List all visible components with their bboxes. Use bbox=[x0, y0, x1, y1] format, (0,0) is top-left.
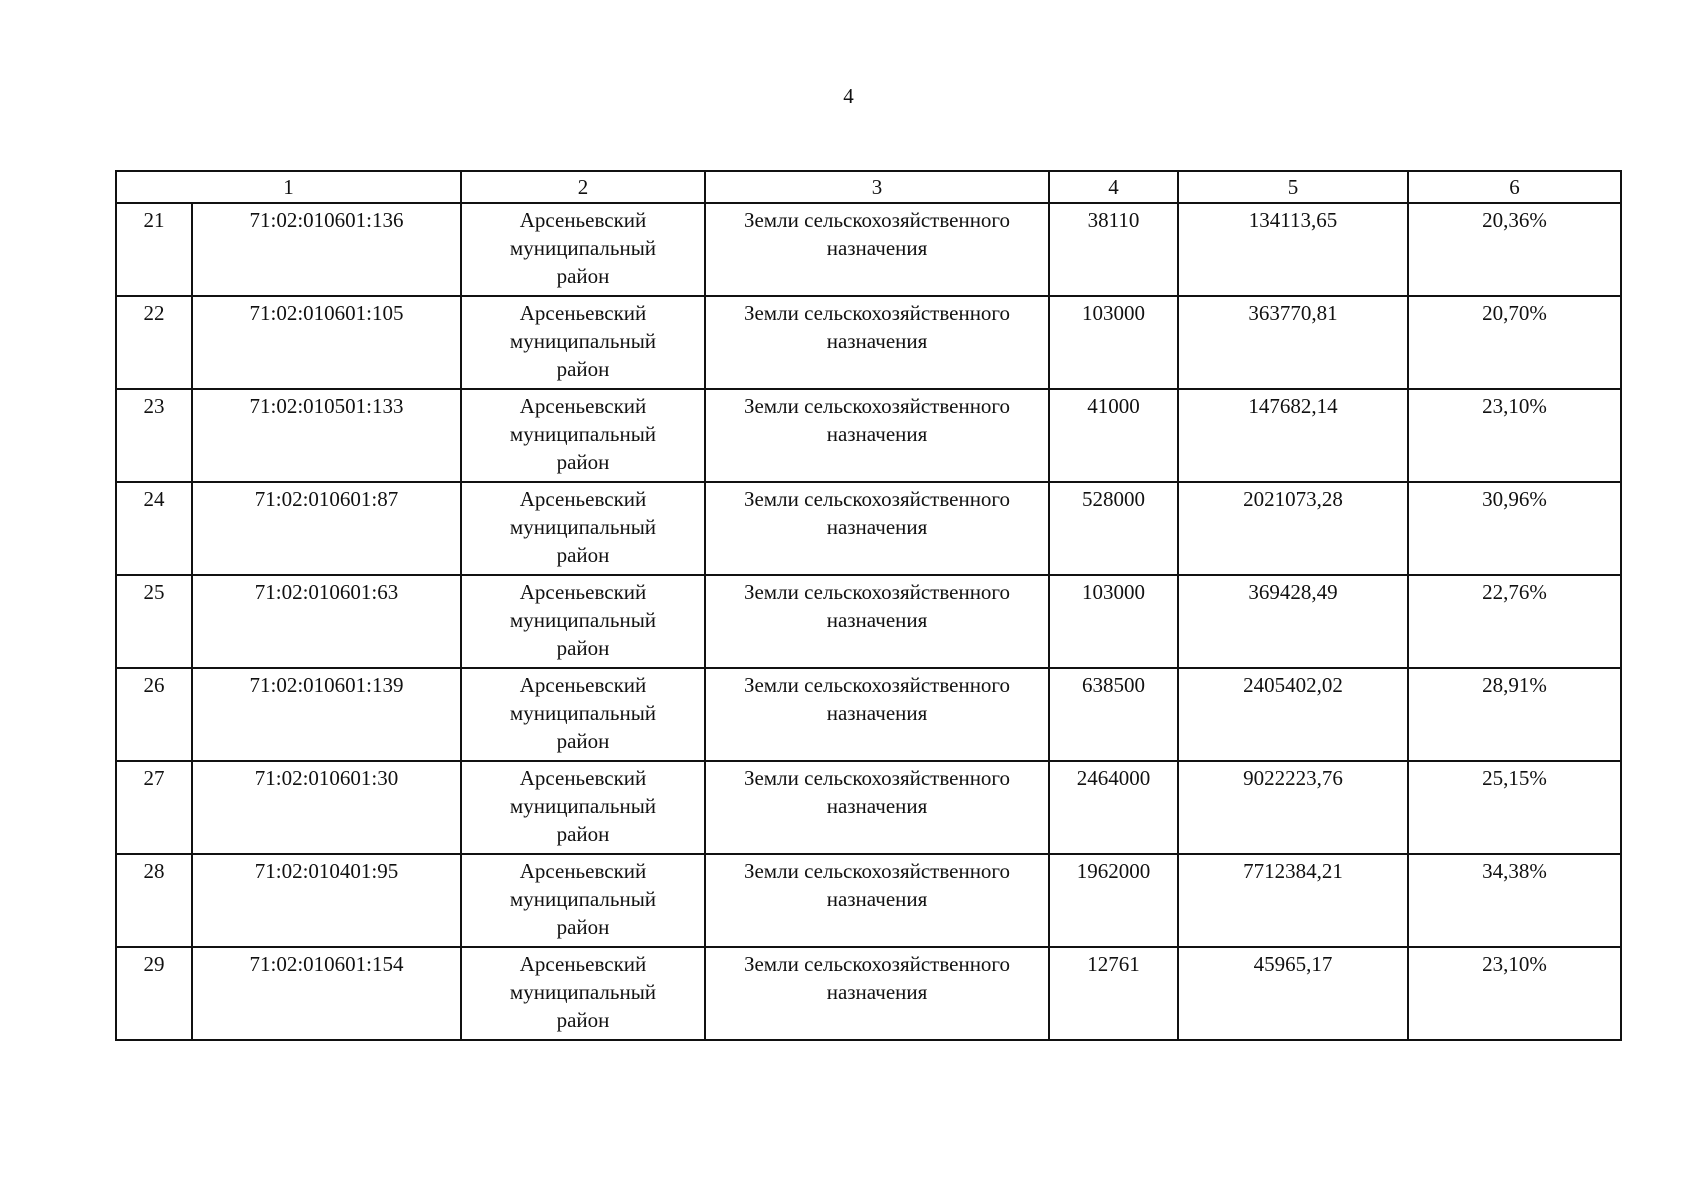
land-category-line: Земли сельскохозяйственного bbox=[743, 952, 1011, 976]
table-row bbox=[116, 761, 1621, 854]
row-number: 21 bbox=[116, 203, 192, 296]
land-category-line: Земли сельскохозяйственного bbox=[743, 766, 1011, 790]
cadastral-number: 71:02:010601:87 bbox=[192, 482, 461, 575]
land-category-line: Земли сельскохозяйственного bbox=[743, 301, 1011, 325]
cadastral-number: 71:02:010601:63 bbox=[192, 575, 461, 668]
col-4-value: 103000 bbox=[1049, 296, 1178, 389]
municipality-line: район bbox=[556, 450, 610, 474]
land-category-cell bbox=[705, 575, 1049, 668]
col-5-value: 147682,14 bbox=[1178, 389, 1408, 482]
col-6-value: 20,36% bbox=[1408, 203, 1621, 296]
municipality-line: район bbox=[556, 264, 610, 288]
col-6-value: 28,91% bbox=[1408, 668, 1621, 761]
land-category-line: назначения bbox=[826, 515, 928, 539]
row-number: 23 bbox=[116, 389, 192, 482]
row-number: 27 bbox=[116, 761, 192, 854]
table-row bbox=[116, 482, 1621, 575]
municipality-line: Арсеньевский bbox=[519, 208, 647, 232]
table-row bbox=[116, 389, 1621, 482]
table-row bbox=[116, 947, 1621, 1040]
municipality-line: район bbox=[556, 543, 610, 567]
municipality-cell bbox=[461, 947, 705, 1040]
col-6-value: 22,76% bbox=[1408, 575, 1621, 668]
municipality-line: муниципальный bbox=[509, 980, 657, 1004]
municipality-line: район bbox=[556, 1008, 610, 1032]
page-number: 4 bbox=[843, 84, 854, 108]
municipality-line: Арсеньевский bbox=[519, 766, 647, 790]
municipality-line: муниципальный bbox=[509, 701, 657, 725]
municipality-line: Арсеньевский bbox=[519, 673, 647, 697]
col-5-value: 369428,49 bbox=[1178, 575, 1408, 668]
col-6-value: 23,10% bbox=[1408, 389, 1621, 482]
municipality-cell bbox=[461, 761, 705, 854]
table-row bbox=[116, 575, 1621, 668]
row-number: 28 bbox=[116, 854, 192, 947]
municipality-cell bbox=[461, 389, 705, 482]
municipality-cell bbox=[461, 668, 705, 761]
land-category-line: назначения bbox=[826, 329, 928, 353]
col-5-value: 2021073,28 bbox=[1178, 482, 1408, 575]
land-category-line: Земли сельскохозяйственного bbox=[743, 673, 1011, 697]
table-body bbox=[116, 203, 1621, 1040]
col-4-value: 38110 bbox=[1049, 203, 1178, 296]
municipality-line: район bbox=[556, 915, 610, 939]
land-category-line: назначения bbox=[826, 887, 928, 911]
land-category-line: назначения bbox=[826, 608, 928, 632]
row-number: 22 bbox=[116, 296, 192, 389]
municipality-line: муниципальный bbox=[509, 887, 657, 911]
land-category-cell bbox=[705, 668, 1049, 761]
col-4-value: 2464000 bbox=[1049, 761, 1178, 854]
municipality-line: Арсеньевский bbox=[519, 952, 647, 976]
land-category-cell bbox=[705, 203, 1049, 296]
table-row bbox=[116, 668, 1621, 761]
table-row bbox=[116, 296, 1621, 389]
header-col-4: 4 bbox=[1049, 171, 1178, 203]
land-category-line: назначения bbox=[826, 980, 928, 1004]
cadastral-number: 71:02:010601:136 bbox=[192, 203, 461, 296]
table-row bbox=[116, 854, 1621, 947]
municipality-line: муниципальный bbox=[509, 608, 657, 632]
header-col-3: 3 bbox=[705, 171, 1049, 203]
land-category-cell bbox=[705, 296, 1049, 389]
municipality-cell bbox=[461, 854, 705, 947]
municipality-line: Арсеньевский bbox=[519, 487, 647, 511]
land-category-line: назначения bbox=[826, 422, 928, 446]
col-5-value: 9022223,76 bbox=[1178, 761, 1408, 854]
cadastral-number: 71:02:010401:95 bbox=[192, 854, 461, 947]
col-4-value: 638500 bbox=[1049, 668, 1178, 761]
municipality-line: Арсеньевский bbox=[519, 394, 647, 418]
col-4-value: 41000 bbox=[1049, 389, 1178, 482]
cadastral-number: 71:02:010501:133 bbox=[192, 389, 461, 482]
col-5-value: 2405402,02 bbox=[1178, 668, 1408, 761]
col-6-value: 34,38% bbox=[1408, 854, 1621, 947]
land-category-cell bbox=[705, 947, 1049, 1040]
land-category-line: назначения bbox=[826, 236, 928, 260]
land-category-line: назначения bbox=[826, 701, 928, 725]
header-col-2: 2 bbox=[461, 171, 705, 203]
row-number: 24 bbox=[116, 482, 192, 575]
header-col-5: 5 bbox=[1178, 171, 1408, 203]
municipality-cell bbox=[461, 575, 705, 668]
header-row bbox=[116, 171, 1621, 203]
cadastral-number: 71:02:010601:139 bbox=[192, 668, 461, 761]
land-category-line: Земли сельскохозяйственного bbox=[743, 859, 1011, 883]
municipality-line: район bbox=[556, 636, 610, 660]
municipality-line: муниципальный bbox=[509, 794, 657, 818]
cadastral-number: 71:02:010601:30 bbox=[192, 761, 461, 854]
col-5-value: 363770,81 bbox=[1178, 296, 1408, 389]
col-4-value: 103000 bbox=[1049, 575, 1178, 668]
municipality-cell bbox=[461, 482, 705, 575]
col-6-value: 23,10% bbox=[1408, 947, 1621, 1040]
header-col-1: 1 bbox=[116, 171, 461, 203]
land-plots-table bbox=[115, 170, 1622, 1041]
cadastral-number: 71:02:010601:154 bbox=[192, 947, 461, 1040]
municipality-line: район bbox=[556, 357, 610, 381]
col-4-value: 1962000 bbox=[1049, 854, 1178, 947]
col-4-value: 528000 bbox=[1049, 482, 1178, 575]
row-number: 26 bbox=[116, 668, 192, 761]
municipality-cell bbox=[461, 203, 705, 296]
land-category-line: Земли сельскохозяйственного bbox=[743, 208, 1011, 232]
table-header bbox=[116, 171, 1621, 203]
municipality-line: муниципальный bbox=[509, 329, 657, 353]
municipality-cell bbox=[461, 296, 705, 389]
municipality-line: муниципальный bbox=[509, 515, 657, 539]
land-category-cell bbox=[705, 761, 1049, 854]
land-category-line: назначения bbox=[826, 794, 928, 818]
table-row bbox=[116, 203, 1621, 296]
land-category-cell bbox=[705, 482, 1049, 575]
col-4-value: 12761 bbox=[1049, 947, 1178, 1040]
land-category-line: Земли сельскохозяйственного bbox=[743, 580, 1011, 604]
municipality-line: район bbox=[556, 822, 610, 846]
col-5-value: 134113,65 bbox=[1178, 203, 1408, 296]
header-col-6: 6 bbox=[1408, 171, 1621, 203]
col-5-value: 7712384,21 bbox=[1178, 854, 1408, 947]
col-5-value: 45965,17 bbox=[1178, 947, 1408, 1040]
municipality-line: Арсеньевский bbox=[519, 859, 647, 883]
col-6-value: 20,70% bbox=[1408, 296, 1621, 389]
municipality-line: район bbox=[556, 729, 610, 753]
municipality-line: муниципальный bbox=[509, 422, 657, 446]
municipality-line: Арсеньевский bbox=[519, 580, 647, 604]
land-category-cell bbox=[705, 389, 1049, 482]
col-6-value: 30,96% bbox=[1408, 482, 1621, 575]
col-6-value: 25,15% bbox=[1408, 761, 1621, 854]
row-number: 25 bbox=[116, 575, 192, 668]
cadastral-number: 71:02:010601:105 bbox=[192, 296, 461, 389]
land-category-line: Земли сельскохозяйственного bbox=[743, 394, 1011, 418]
row-number: 29 bbox=[116, 947, 192, 1040]
municipality-line: Арсеньевский bbox=[519, 301, 647, 325]
municipality-line: муниципальный bbox=[509, 236, 657, 260]
land-category-line: Земли сельскохозяйственного bbox=[743, 487, 1011, 511]
land-category-cell bbox=[705, 854, 1049, 947]
